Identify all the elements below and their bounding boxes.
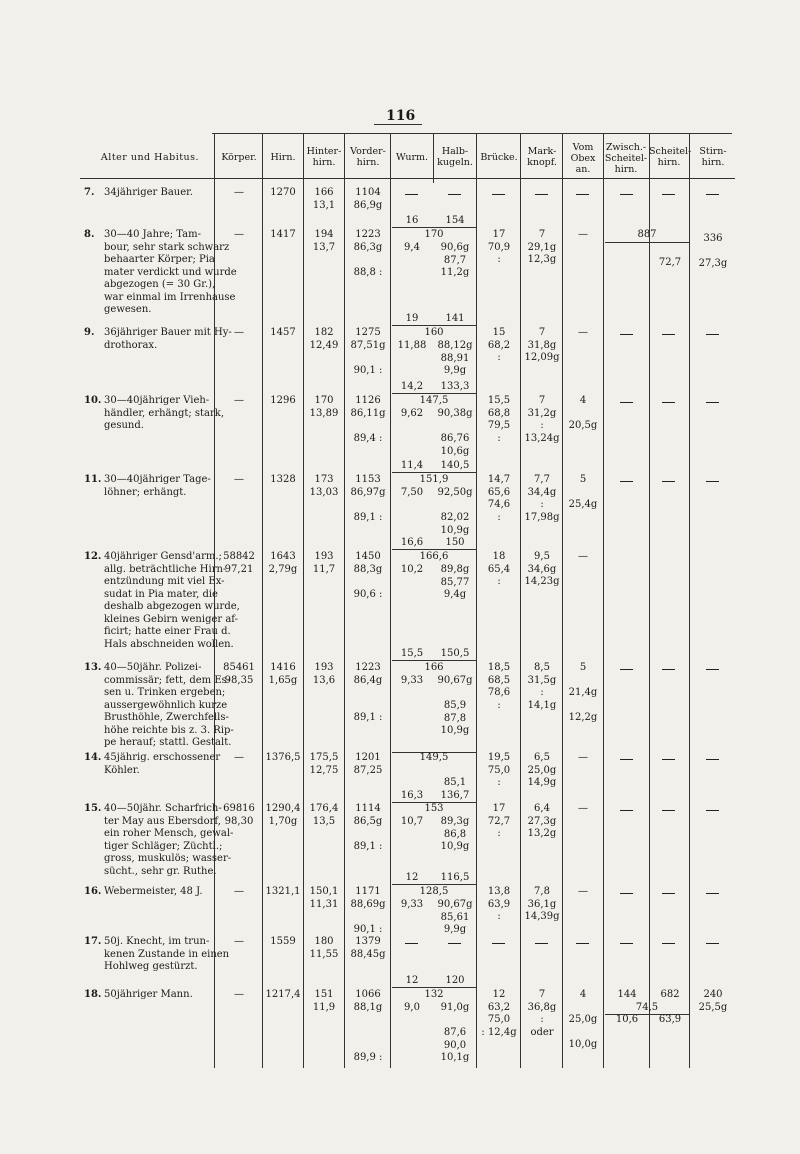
cell-sum: 128,5 <box>419 886 449 897</box>
header-bruecke: Brücke. <box>480 152 518 163</box>
cell-koerper: 85461 98,35 <box>223 662 255 686</box>
cell-markknopf: 6,5 25,0g 14,9g <box>527 752 557 788</box>
cell-hinterhirn: 170 13,89 <box>309 395 339 419</box>
cell-markknopf: 7,7 34,4g : 17,98g <box>524 474 560 523</box>
cell-wurm: 9,62 <box>400 408 424 419</box>
header-top-rule <box>212 133 732 134</box>
row-description: Webermeister, 48 J. <box>104 886 203 897</box>
cell-markknopf: 6,4 27,3g 13,2g <box>527 803 557 839</box>
empty-dash <box>662 810 675 811</box>
column-rule <box>562 133 563 1068</box>
header-koerper: Körper. <box>221 152 257 163</box>
cell-zwisch-scheitel: 144 10,6 <box>615 989 639 1025</box>
row-number: 8. <box>84 229 95 240</box>
header-stirnhirn: Stirn- hirn. <box>699 146 727 168</box>
empty-dash <box>535 943 548 944</box>
cell-hirn: 1290,4 1,70g <box>265 803 301 827</box>
row-description: 30—40 Jahre; Tam- bour, sehr stark schwarz behaarter Körper; Pia mater verdickt und wurde abgezogen (= 30 Gr.), war einmal im Irrenhause gewesen. <box>104 229 237 315</box>
cell-halbkugeln: 89,3g 86,8 10,9g <box>440 816 470 852</box>
cell-vorderhirn: 1153 86,97g 89,1 : <box>350 474 386 523</box>
cell-bruecke: 14,7 65,6 74,6 : <box>487 474 511 523</box>
cell-bruecke: 15,5 68,8 79,5 : <box>487 395 511 444</box>
cell-obex: 4 25,0g 10,0g <box>568 989 598 1050</box>
cell-halb-top: 133,3 <box>440 381 470 392</box>
empty-dash <box>620 481 633 482</box>
cell-koerper: — <box>234 327 244 338</box>
cell-hirn: 1643 2,79g <box>268 551 298 575</box>
cell-wurm-top: 12 <box>405 975 419 986</box>
empty-dash <box>662 194 675 195</box>
cell-wurm-top: 19 <box>405 313 419 324</box>
cell-wurm: 7,50 <box>400 487 424 498</box>
row-description: 30—40jähriger Vieh- händler, erhängt; stark, gesund. <box>104 395 225 431</box>
cell-markknopf: 7 29,1g 12,3g <box>527 229 557 265</box>
row-number: 12. <box>84 551 102 562</box>
row-number: 13. <box>84 662 102 673</box>
cell-halbkugeln: 92,50g 82,02 10,9g <box>437 487 473 536</box>
empty-dash <box>620 759 633 760</box>
column-rule <box>262 133 263 1068</box>
row-number: 7. <box>84 187 95 198</box>
empty-dash <box>662 943 675 944</box>
header-scheitelhirn: Scheitel- hirn. <box>649 146 692 168</box>
cell-sum: 149,5 <box>419 752 449 763</box>
header-vom-obex: Vom Obex an. <box>570 142 596 175</box>
header-alter: Alter und Habitus. <box>100 152 200 163</box>
cell-obex: — <box>578 551 588 562</box>
cell-markknopf: 7,8 36,1g 14,39g <box>524 886 560 922</box>
cell-sum: 170 <box>424 229 444 240</box>
empty-dash <box>706 194 719 195</box>
cell-markknopf: 7 31,8g 12,09g <box>524 327 560 363</box>
cell-markknopf: 9,5 34,6g 14,23g <box>524 551 560 587</box>
cell-vorderhirn: 1066 88,1g 89,9 : <box>353 989 383 1063</box>
cell-bruecke: 17 70,9 : <box>487 229 511 265</box>
row-number: 11. <box>84 474 102 485</box>
sum-rule <box>392 227 476 228</box>
empty-dash <box>706 810 719 811</box>
cell-hirn: 1270 <box>270 187 296 198</box>
empty-dash <box>576 943 589 944</box>
cell-hinterhirn: 150,1 11,31 <box>309 886 339 910</box>
row-number: 17. <box>84 936 102 947</box>
cell-scheitelhirn: 682 63,9 <box>658 989 682 1025</box>
cell-sum: 147,5 <box>419 395 449 406</box>
empty-dash <box>620 402 633 403</box>
cell-halbkugeln: 89,8g 85,77 9,4g <box>440 564 470 600</box>
cell-halbkugeln: 90,6g 87,7 11,2g <box>440 242 470 278</box>
header-hirn: Hirn. <box>270 152 296 163</box>
row-description: 40jähriger Gensd'arm.; allg. beträchtliche Hirn- entzündung mit viel Ex- sudat in Pia mater, die deshalb abgezogen wurde, kleines Gebirn weniger af- ficirt; hatte einer Frau d. Hals abschneiden wollen. <box>104 551 240 650</box>
empty-dash <box>662 669 675 670</box>
cell-obex: 5 21,4g 12,2g <box>568 662 598 723</box>
cell-vorderhirn: 1104 86,9g <box>353 187 383 211</box>
cell-wurm: 10,7 <box>400 816 424 827</box>
empty-dash <box>620 669 633 670</box>
cell-halb-top: 150,5 <box>440 648 470 659</box>
cell-vorderhirn: 1223 86,4g 89,1 : <box>353 662 383 723</box>
cell-obex: — <box>578 886 588 897</box>
cell-markknopf: 7 31,2g : 13,24g <box>524 395 560 444</box>
row-number: 16. <box>84 886 102 897</box>
cell-vorderhirn: 1114 86,5g 89,1 : <box>353 803 383 852</box>
column-rule <box>433 133 434 183</box>
row-description: 40—50jähr. Scharfrich- ter May aus Ebersdorf, ein roher Mensch, gewal- tiger Schläger; Züchtl.; gross, muskulös; wasser- sücht., sehr gr. Ruthe. <box>104 803 234 877</box>
sum-rule <box>392 987 476 988</box>
cell-halb-top: 140,5 <box>440 460 470 471</box>
cell-koerper: — <box>234 936 244 947</box>
row-description: 30—40jähriger Tage- löhner; erhängt. <box>104 474 211 498</box>
empty-dash <box>706 759 719 760</box>
header-bottom-rule <box>80 178 735 179</box>
empty-dash <box>706 943 719 944</box>
cell-vorderhirn: 1275 87,51g 90,1 : <box>350 327 386 376</box>
empty-dash <box>405 194 418 195</box>
cell-hinterhirn: 194 13,7 <box>312 229 336 253</box>
cell-sum: 166,6 <box>419 551 449 562</box>
cell-hinterhirn: 193 11,7 <box>312 551 336 575</box>
cell-hinterhirn: 166 13,1 <box>312 187 336 211</box>
cell-vorderhirn: 1223 86,3g 88,8 : <box>353 229 383 278</box>
cell-koerper: — <box>234 187 244 198</box>
cell-hirn: 1328 <box>270 474 296 485</box>
empty-dash <box>706 481 719 482</box>
empty-dash <box>620 943 633 944</box>
empty-dash <box>662 759 675 760</box>
cell-obex: — <box>578 752 588 763</box>
row-description: 34jähriger Bauer. <box>104 187 194 198</box>
empty-dash <box>620 893 633 894</box>
cell-bruecke: 12 63,2 75,0 : 12,4g <box>481 989 517 1038</box>
header-halbkugeln: Halb- kugeln. <box>437 146 473 168</box>
cell-halb-top: 141 <box>445 313 465 324</box>
row-description: 50jähriger Mann. <box>104 989 193 1000</box>
cell-halbkugeln: 90,38g 86,76 10,6g <box>437 408 473 457</box>
cell-koerper: — <box>234 229 244 240</box>
cell-wurm-top: 16,3 <box>400 790 424 801</box>
row-description: 36jähriger Bauer mit Hy- drothorax. <box>104 327 232 351</box>
cell-koerper: — <box>234 886 244 897</box>
cell-wurm: 9,33 <box>400 675 424 686</box>
cell-halbkugeln: 88,12g 88,91 9,9g <box>437 340 473 376</box>
sum-rule <box>392 660 476 661</box>
column-rule <box>649 133 650 1068</box>
cell-zwisch-scheitel-sum: 887 <box>637 229 657 240</box>
cell-zwisch-scheitel-sum: 74,5 <box>635 1002 659 1013</box>
cell-halbkugeln: 90,67g 85,61 9,9g <box>437 899 473 935</box>
cell-vorderhirn: 1379 88,45g <box>350 936 386 960</box>
header-markknopf: Mark- knopf. <box>527 146 557 168</box>
cell-hirn: 1376,5 <box>265 752 301 763</box>
cell-obex: 4 20,5g <box>568 395 598 431</box>
cell-hirn: 1321,1 <box>265 886 301 897</box>
cell-hinterhirn: 193 13,6 <box>312 662 336 686</box>
empty-dash <box>706 893 719 894</box>
cell-markknopf: 7 36,8g : oder <box>527 989 557 1038</box>
cell-koerper: — <box>234 989 244 1000</box>
cell-wurm-top: 15,5 <box>400 648 424 659</box>
cell-hinterhirn: 175,5 12,75 <box>309 752 339 776</box>
cell-bruecke: 17 72,7 : <box>487 803 511 839</box>
cell-stirnhirn: 240 25,5g <box>698 989 728 1013</box>
cell-halb-top: 120 <box>445 975 465 986</box>
empty-dash <box>448 943 461 944</box>
column-rule <box>689 133 690 1068</box>
sum-rule <box>392 325 476 326</box>
empty-dash <box>620 334 633 335</box>
cell-halb-top: 150 <box>445 537 465 548</box>
cell-halb-top: 116,5 <box>440 872 470 883</box>
cell-hirn: 1457 <box>270 327 296 338</box>
empty-dash <box>706 402 719 403</box>
cell-halbkugeln: 91,0g 87,6 90,0 10,1g <box>440 1002 470 1063</box>
sum-rule <box>392 472 476 473</box>
sum-rule <box>392 884 476 885</box>
cell-sum: 151,9 <box>419 474 449 485</box>
cell-wurm-top: 16 <box>405 215 419 226</box>
cell-bruecke: 13,8 63,9 : <box>487 886 511 922</box>
cell-koerper: 58842 97,21 <box>223 551 255 575</box>
column-rule <box>520 133 521 1068</box>
row-number: 15. <box>84 803 102 814</box>
cell-hinterhirn: 173 13,03 <box>309 474 339 498</box>
empty-dash <box>405 943 418 944</box>
cell-bruecke: 15 68,2 : <box>487 327 511 363</box>
row-number: 9. <box>84 327 95 338</box>
cell-vorderhirn: 1171 88,69g 90,1 : <box>350 886 386 935</box>
cell-koerper: — <box>234 752 244 763</box>
cell-koerper: 69816 98,30 <box>223 803 255 827</box>
header-zwischen-scheitelhirn: Zwisch.- Scheitel- hirn. <box>604 142 648 175</box>
cell-wurm: 9,0 <box>404 1002 420 1013</box>
cell-sum: 166 <box>424 662 444 673</box>
empty-dash <box>620 810 633 811</box>
cell-koerper: — <box>234 474 244 485</box>
cell-wurm: 10,2 <box>400 564 424 575</box>
empty-dash <box>535 194 548 195</box>
sum-rule <box>392 393 476 394</box>
row-description: 40—50jähr. Polizei- commissär; fett, dem Es- sen u. Trinken ergeben; aussergewöhnlich kurze Brusthöhle, Zwerchfells- höhe reichte bis z. 3. Rip- pe herauf; stattl. Gestalt. <box>104 662 234 748</box>
cell-sum: 132 <box>424 989 444 1000</box>
empty-dash <box>662 893 675 894</box>
page-number: 116 <box>386 108 416 124</box>
cell-wurm: 11,88 <box>397 340 427 351</box>
cell-sum: 153 <box>424 803 444 814</box>
cell-obex: — <box>578 229 588 240</box>
header-wurm: Wurm. <box>395 152 429 163</box>
sum-rule <box>392 549 476 550</box>
row-description: 50j. Knecht, im trun- kenen Zustande in einen Hohlweg gestürzt. <box>104 936 230 972</box>
empty-dash <box>662 334 675 335</box>
empty-dash <box>662 481 675 482</box>
row-number: 14. <box>84 752 102 763</box>
cell-obex: 5 25,4g <box>568 474 598 510</box>
cell-wurm: 9,4 <box>404 242 420 253</box>
cell-halb-top: 136,7 <box>440 790 470 801</box>
empty-dash <box>662 402 675 403</box>
empty-dash <box>492 943 505 944</box>
sum-rule <box>605 242 689 243</box>
column-rule <box>303 133 304 1068</box>
column-rule <box>603 133 604 1068</box>
cell-koerper: — <box>234 395 244 406</box>
cell-halb-top: 154 <box>445 215 465 226</box>
cell-scheitelhirn: 72,7 <box>658 257 682 268</box>
cell-sum: 160 <box>424 327 444 338</box>
cell-wurm-top: 12 <box>405 872 419 883</box>
empty-dash <box>576 194 589 195</box>
cell-halbkugeln: 90,67g 85,9 87,8 10,9g <box>437 675 473 736</box>
cell-bruecke: 19,5 75,0 : <box>487 752 511 788</box>
cell-hinterhirn: 182 12,49 <box>309 327 339 351</box>
cell-wurm-top: 16,6 <box>400 537 424 548</box>
cell-vorderhirn: 1126 86,11g 89,4 : <box>350 395 386 444</box>
cell-obex: — <box>578 327 588 338</box>
row-number: 10. <box>84 395 102 406</box>
cell-bruecke: 18,5 68,5 78,6 : <box>487 662 511 711</box>
empty-dash <box>620 194 633 195</box>
cell-hirn: 1417 <box>270 229 296 240</box>
cell-hinterhirn: 176,4 13,5 <box>309 803 339 827</box>
cell-hinterhirn: 180 11,55 <box>309 936 339 960</box>
cell-hirn: 1559 <box>270 936 296 947</box>
empty-dash <box>706 334 719 335</box>
row-description: 45jährig. erschossener Köhler. <box>104 752 221 776</box>
cell-markknopf: 8,5 31,5g : 14,1g <box>527 662 557 711</box>
cell-halbkugeln: 85,1 <box>443 777 467 788</box>
page-number-rule <box>374 124 422 125</box>
empty-dash <box>492 194 505 195</box>
cell-stirnhirn: 336 27,3g <box>698 233 728 269</box>
cell-wurm-top: 11,4 <box>400 460 424 471</box>
cell-hirn: 1217,4 <box>265 989 301 1000</box>
cell-obex: — <box>578 803 588 814</box>
cell-hinterhirn: 151 11,9 <box>312 989 336 1013</box>
empty-dash <box>448 194 461 195</box>
cell-hirn: 1296 <box>270 395 296 406</box>
cell-wurm-top: 14,2 <box>400 381 424 392</box>
empty-dash <box>706 669 719 670</box>
cell-hirn: 1416 1,65g <box>268 662 298 686</box>
cell-bruecke: 18 65,4 : <box>487 551 511 587</box>
cell-wurm: 9,33 <box>400 899 424 910</box>
header-vorderhirn: Vorder- hirn. <box>350 146 386 168</box>
cell-vorderhirn: 1201 87,25 <box>353 752 383 776</box>
cell-vorderhirn: 1450 88,3g 90,6 : <box>353 551 383 600</box>
row-number: 18. <box>84 989 102 1000</box>
header-hinterhirn: Hinter- hirn. <box>306 146 342 168</box>
